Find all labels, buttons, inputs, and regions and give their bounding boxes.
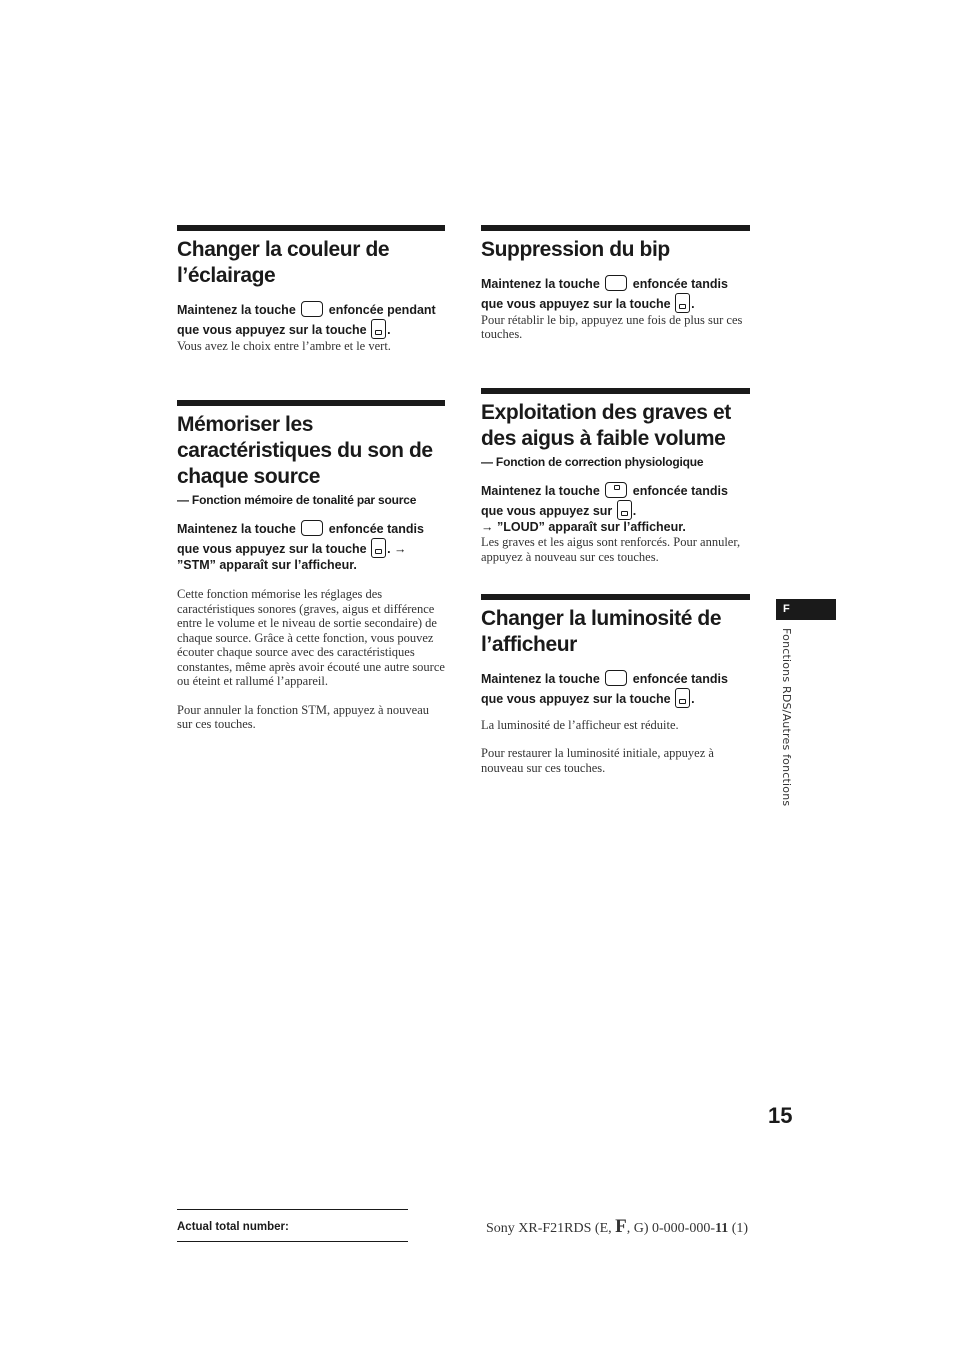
- section-title: Changer la luminosité de l’afficheur: [481, 607, 722, 656]
- key-button-icon: [605, 670, 627, 686]
- source-button-icon: [617, 500, 632, 520]
- section-title: Changer la couleur de l’éclairage: [177, 238, 390, 287]
- section-rule: [481, 388, 750, 394]
- side-chapter-label: Fonctions RDS/Autres fonctions: [780, 628, 793, 807]
- section-rule: [177, 400, 445, 406]
- section-loud: [481, 388, 750, 564]
- footer-model-code: Sony XR-F21RDS (E, F, G) 0-000-000-11 (1): [486, 1216, 749, 1237]
- section-subtitle: — Fonction de correction physiologique: [481, 455, 704, 469]
- section-stm: [177, 400, 445, 732]
- page-number: 15: [768, 1103, 793, 1128]
- instruction: Maintenez la touche enfoncée tandis que vous appuyez sur la touche .: [481, 672, 728, 706]
- language-tab: F: [776, 599, 836, 620]
- body-text: Pour restaurer la luminosité initiale, appuyez à nouveau sur ces touches.: [481, 746, 714, 775]
- body-text: La luminosité de l’afficheur est réduite.: [481, 717, 679, 732]
- section-subtitle: — Fonction mémoire de tonalité par source: [177, 493, 417, 507]
- instruction: Maintenez la touche enfoncée pendant que vous appuyez sur la touche .: [177, 303, 436, 337]
- source-button-icon: [675, 293, 690, 313]
- key-button-icon: [605, 275, 627, 291]
- footer-count-box: [177, 1209, 408, 1242]
- section-luminosite: [481, 594, 750, 775]
- section-rule: [481, 225, 750, 231]
- section-title: Exploitation des graves et des aigus à faible volume: [481, 401, 731, 450]
- section-rule: [177, 225, 445, 231]
- source-button-icon: [371, 319, 386, 339]
- footer-label: Actual total number:: [177, 1221, 289, 1233]
- source-button-icon: [371, 538, 386, 558]
- body-text: Pour annuler la fonction STM, appuyez à nouveau sur ces touches.: [177, 702, 430, 731]
- section-title: Mémoriser les caractéristiques du son de chaque source: [177, 413, 433, 488]
- body-text: Vous avez le choix entre l’ambre et le vert.: [177, 338, 391, 353]
- section-bip: [481, 225, 750, 342]
- instruction: Maintenez la touche enfoncée tandis que vous appuyez sur la touche . → ”STM” apparaît sur l’afficheur.: [177, 522, 424, 572]
- key-button-icon: [301, 301, 323, 317]
- section-title: Suppression du bip: [481, 238, 670, 261]
- body-text: Pour rétablir le bip, appuyez une fois de plus sur ces touches.: [481, 312, 743, 341]
- section-rule: [481, 594, 750, 600]
- body-text: Les graves et les aigus sont renforcés. Pour annuler, appuyez à nouveau sur ces touches.: [481, 535, 741, 564]
- key-button-icon: [301, 520, 323, 536]
- section-eclairage: [177, 225, 445, 353]
- body-text: Cette fonction mémorise les réglages des caractéristiques sonores (graves, aigus et différence entre le volume et le niveau de sortie secondaire) de chaque source. Grâce à cette fonction, vous pouvez écouter chaque source avec des caractéristiques constantes, même après avoir écouté une autre source ou éteint et rallumé l’appareil.: [177, 587, 445, 688]
- instruction: Maintenez la touche enfoncée tandis que vous appuyez sur la touche .: [481, 277, 728, 311]
- loud-button-icon: [605, 482, 627, 498]
- source-button-icon: [675, 688, 690, 708]
- instruction: Maintenez la touche enfoncée tandis que vous appuyez sur . → ”LOUD” apparaît sur l’afficheur.: [481, 484, 728, 534]
